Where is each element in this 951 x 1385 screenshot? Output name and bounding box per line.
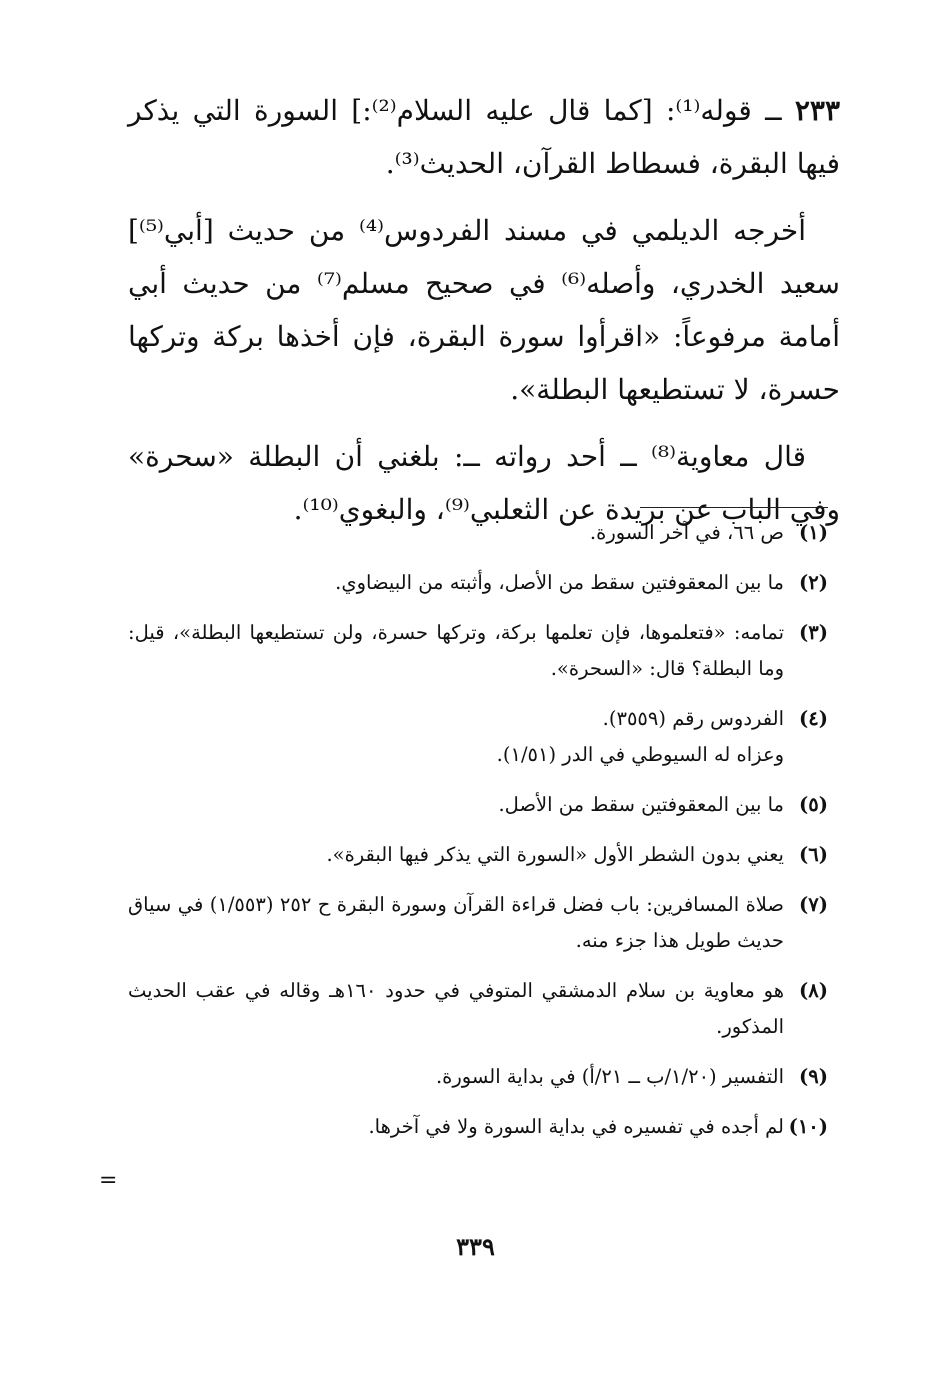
footnote	[128, 615, 828, 687]
footnote	[128, 515, 828, 551]
footnote	[128, 1109, 828, 1145]
footnote	[128, 1059, 828, 1095]
footnote-separator	[640, 507, 828, 508]
footnote	[128, 701, 828, 773]
footnote	[128, 565, 828, 601]
footnote-number: (٨)	[799, 979, 828, 1002]
footnote-text: صلاة المسافرين: باب فضل قراءة القرآن وسورة البقرة ح ٢٥٢ (١/٥٥٣) في سياق حديث طويل هذا جزء منه.	[128, 893, 784, 952]
paragraph-takhrij: أخرجه الديلمي في مسند الفردوس⁽⁴⁾ من حديث [أبي⁽⁵⁾] سعيد الخدري، وأصله⁽⁶⁾ في صحيح مسلم⁽⁷⁾ من حديث أبي أمامة مرفوعاً: «اقرأوا سورة البقرة، فإن أخذها بركة وتركها حسرة، لا تستطيعها البطلة».	[128, 214, 840, 406]
footnote-text: تمامه: «فتعلموها، فإن تعلمها بركة، وتركها حسرة، ولن تستطيعها البطلة»، قيل: وما البطلة؟ قال: «السحرة».	[128, 621, 784, 680]
footnote-number: (١)	[799, 521, 828, 544]
footnote-text: ص ٦٦، في آخر السورة.	[589, 521, 784, 544]
paragraph-comment: قال معاوية⁽⁸⁾ ــ أحد رواته ــ: بلغني أن البطلة «سحرة» وفي الباب عن بريدة عن الثعلبي⁽⁹⁾، والبغوي⁽¹⁰⁾.	[128, 440, 840, 526]
footnote-text: وعزاه له السيوطي في الدر (١/٥١).	[496, 743, 784, 766]
footnote-text: هو معاوية بن سلام الدمشقي المتوفي في حدود ١٦٠هـ وقاله في عقب الحديث المذكور.	[128, 979, 784, 1038]
footnote-text: التفسير (١/٢٠/ب ــ ٢١/أ) في بداية السورة.	[435, 1065, 784, 1088]
footnote-number: (٣)	[799, 621, 828, 644]
main-text	[128, 84, 840, 550]
footnote-number: (٧)	[799, 893, 828, 916]
page-number: ٣٣٩	[456, 1232, 495, 1261]
footnote-text: ما بين المعقوفتين سقط من الأصل.	[498, 793, 784, 816]
footnote	[128, 787, 828, 823]
hadith-number: ٢٣٣	[794, 94, 840, 127]
footnote-text: لم أجده في تفسيره في بداية السورة ولا في آخرها.	[368, 1115, 784, 1138]
footnote-number: (٥)	[799, 793, 828, 816]
footnote-number: (٢)	[799, 571, 828, 594]
footnote-number: (١٠)	[788, 1115, 828, 1138]
hadith-text: ــ قوله⁽¹⁾: [كما قال عليه السلام⁽²⁾:] السورة التي يذكر فيها البقرة، فسطاط القرآن، الحديث⁽³⁾.	[128, 94, 840, 180]
footnote-text: يعني بدون الشطر الأول «السورة التي يذكر فيها البقرة».	[326, 843, 784, 866]
footnote-number: (٩)	[799, 1065, 828, 1088]
footnotes	[128, 515, 828, 1159]
paragraph-hadith	[128, 84, 840, 190]
footnote	[128, 973, 828, 1045]
continuation-mark: =	[99, 1168, 118, 1193]
footnote	[128, 887, 828, 959]
footnote-text: ما بين المعقوفتين سقط من الأصل، وأثبته من البيضاوي.	[335, 571, 784, 594]
footnote	[128, 837, 828, 873]
footnote-number: (٤)	[799, 707, 828, 730]
footnote-number: (٦)	[799, 843, 828, 866]
footnote-text: الفردوس رقم (٣٥٥٩).	[602, 707, 784, 730]
